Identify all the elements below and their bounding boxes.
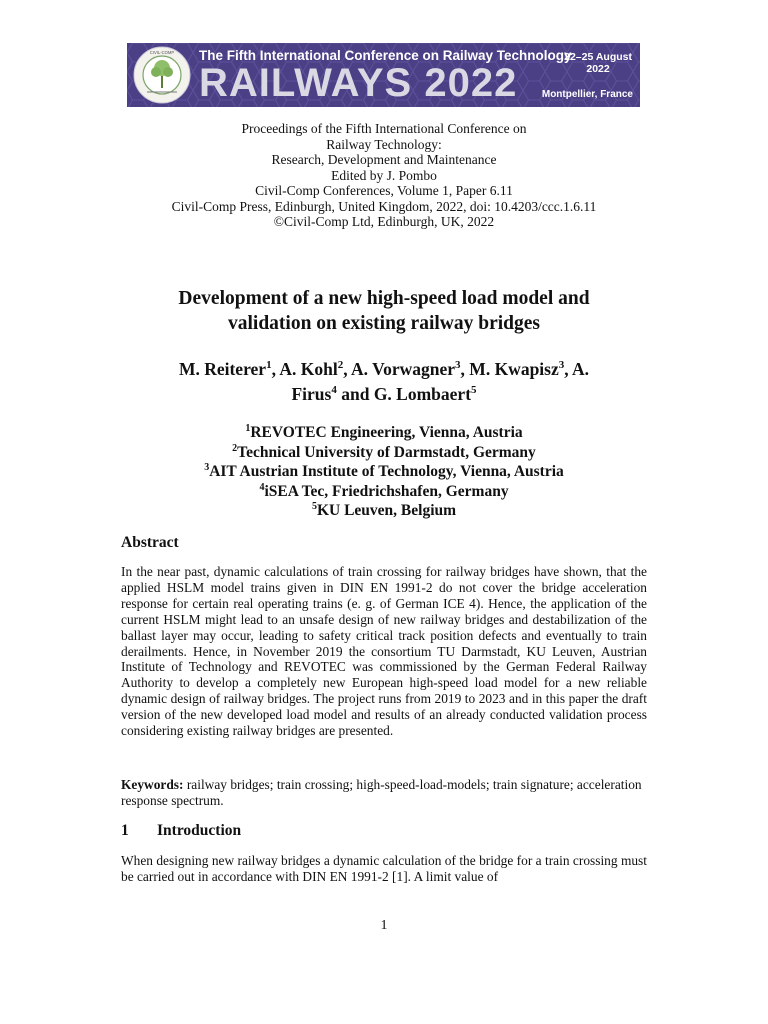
affiliation-item	[0, 462, 768, 482]
affiliation-text: Technical University of Darmstadt, Germany	[237, 443, 536, 461]
banner-date-line2: 2022	[586, 63, 610, 75]
affiliation-item	[0, 501, 768, 521]
abstract-heading: Abstract	[121, 534, 179, 551]
section-title: Introduction	[157, 822, 242, 839]
keywords-label: Keywords:	[121, 777, 184, 792]
svg-text:CIVIL-COMP: CIVIL-COMP	[149, 50, 175, 55]
keywords-text: railway bridges; train crossing; high-speed-load-models; train signature; acceleration response spectrum.	[121, 777, 642, 808]
affiliation-mark: 5	[311, 501, 317, 513]
author-separator: ,	[271, 359, 280, 379]
author-affiliation-mark: 3	[558, 359, 565, 372]
affiliation-item	[0, 482, 768, 502]
author-name: M. Kwapisz	[469, 359, 559, 379]
abstract-body: In the near past, dynamic calculations of train crossing for railway bridges have shown, that the applied HSLM model trains given in DIN EN 1991-2 do not cover the bridge acceleration response for certain real operating trains (e. g. of German ICE 4). Hence, the application of the current HSLM might lead to an unsafe design of new railway bridges and destabilization of the ballast layer may occur, leading to safety critical track position defects and eventually to train derailments. Hence, in November 2019 the consortium TU Darmstadt, KU Leuven, Austrian Institute of Technology and REVOTEC was commissioned by the German Federal Railway Authority to develop a completely new European high-speed load model for a new reliable dynamic design of railway bridges. The project runs from 2019 to 2023 and in this paper the draft version of the new developed load model and results of an already conducted validation process considering existing railway bridges are presented.	[121, 564, 647, 739]
affiliation-item	[0, 443, 768, 463]
affiliation-mark: 2	[232, 442, 238, 454]
page-number: 1	[380, 918, 388, 933]
author-separator: ,	[460, 359, 470, 379]
affiliation-item	[0, 423, 768, 443]
author-name: A. Vorwagner	[351, 359, 456, 379]
proceedings-line: ©Civil-Comp Ltd, Edinburgh, UK, 2022	[273, 214, 495, 229]
author-name-part2: Firus	[291, 384, 332, 404]
affiliation-list	[0, 423, 768, 521]
author-name: A. Kohl	[279, 359, 338, 379]
banner-date-line1: 22–25 August	[564, 51, 632, 63]
author-affiliation-mark: 3	[455, 359, 461, 372]
banner-railways-title: RAILWAYS 2022	[199, 61, 518, 105]
author-list	[0, 357, 768, 407]
author-and: and	[336, 384, 374, 404]
keywords	[121, 777, 647, 809]
proceedings-info	[0, 121, 768, 230]
proceedings-line: Civil-Comp Press, Edinburgh, United Kingdom, 2022, doi: 10.4203/ccc.1.6.11	[171, 198, 597, 214]
affiliation-text: iSEA Tec, Friedrichshafen, Germany	[264, 482, 509, 500]
proceedings-line: Civil-Comp Conferences, Volume 1, Paper 6.11	[255, 183, 513, 198]
civil-comp-seal-logo	[133, 46, 191, 104]
banner-conference-name: The Fifth International Conference on Railway Technology	[199, 48, 572, 63]
author-name-part1: A.	[572, 359, 590, 379]
affiliation-text: REVOTEC Engineering, Vienna, Austria	[250, 424, 523, 441]
section-number: 1	[121, 822, 129, 839]
affiliation-mark: 1	[245, 422, 251, 434]
affiliation-mark: 3	[204, 462, 210, 474]
author-affiliation-mark: 4	[331, 384, 337, 397]
author-affiliation-mark: 1	[266, 359, 272, 372]
author-separator: ,	[343, 359, 352, 379]
author-name: M. Reiterer	[178, 359, 267, 379]
affiliation-text: AIT Austrian Institute of Technology, Vienna, Austria	[209, 463, 564, 481]
author-affiliation-mark: 5	[471, 384, 477, 397]
proceedings-line: Proceedings of the Fifth International Conference on	[241, 121, 527, 136]
conference-banner	[127, 43, 640, 107]
paper-title	[0, 286, 768, 336]
introduction-heading	[121, 822, 241, 840]
introduction-body: When designing new railway bridges a dynamic calculation of the bridge for a train crossing must be carried out in accordance with DIN EN 1991-2 [1]. A limit value of	[121, 853, 647, 884]
proceedings-line: Edited by J. Pombo	[331, 167, 437, 183]
author-affiliation-mark: 2	[337, 359, 344, 372]
affiliation-text: KU Leuven, Belgium	[316, 502, 457, 520]
paper-title-line2: validation on existing railway bridges	[227, 313, 541, 334]
proceedings-line: Research, Development and Maintenance	[271, 152, 497, 167]
affiliation-mark: 4	[259, 481, 265, 493]
paper-title-line1: Development of a new high-speed load model and	[178, 288, 590, 309]
author-separator: ,	[564, 359, 573, 379]
author-name: G. Lombaert	[373, 384, 472, 404]
proceedings-line: Railway Technology:	[326, 136, 442, 152]
banner-location: Montpellier, France	[541, 89, 633, 100]
banner-dates	[564, 51, 632, 75]
